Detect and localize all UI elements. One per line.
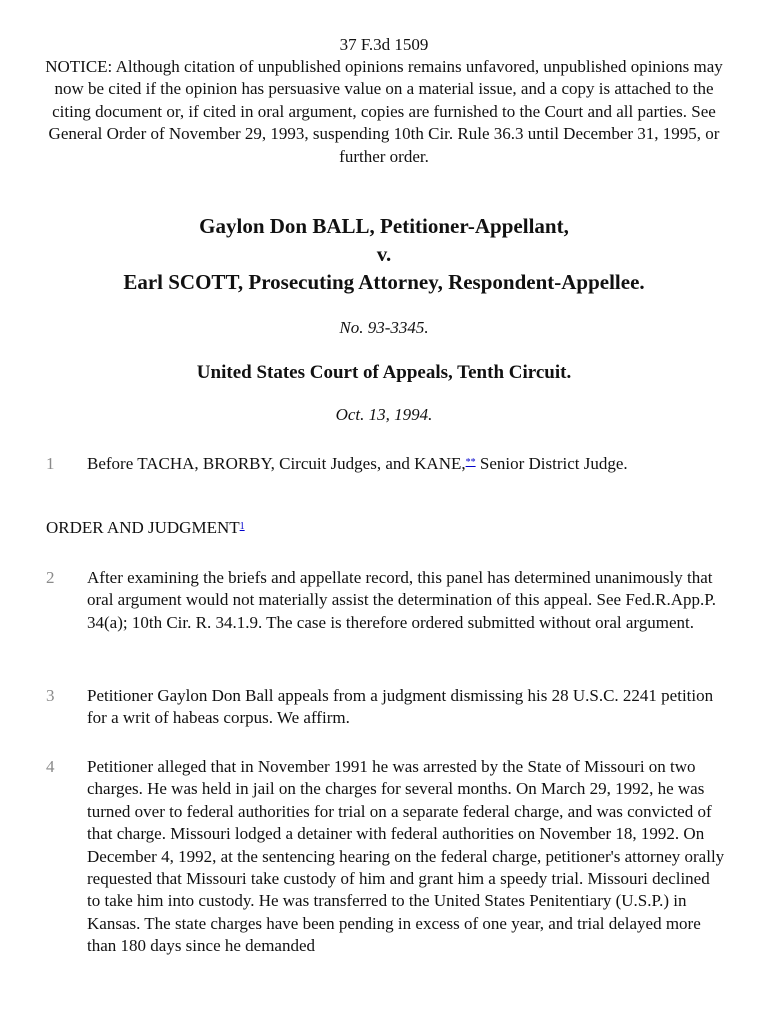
paragraph-number: 1	[46, 454, 55, 473]
paragraph-number: 4	[46, 757, 55, 776]
paragraph-number: 2	[46, 568, 55, 587]
petitioner-line: Gaylon Don BALL, Petitioner-Appellant,	[199, 214, 569, 238]
court-name: United States Court of Appeals, Tenth Circuit.	[196, 362, 572, 383]
footnote-link-1[interactable]: 1	[239, 521, 245, 532]
docket-number: No. 93-3345.	[339, 318, 429, 337]
case-caption	[40, 212, 728, 296]
decision-date: Oct. 13, 1994.	[335, 405, 433, 424]
order-heading-text: ORDER AND JUDGMENT	[46, 518, 240, 537]
respondent-line: Earl SCOTT, Prosecuting Attorney, Respondent-Appellee.	[123, 270, 645, 294]
panel-text-after: Senior District Judge.	[475, 454, 628, 473]
paragraph-text: Petitioner alleged that in November 1991 he was arrested by the State of Missouri on two charges. He was held in jail on the charges for several months. On March 29, 1992, he was turned over to federal authorities for trial on a separate federal charge, and was convicted of that charge. Missouri lodged a detainer with federal authorities on November 18, 1992. On December 4, 1992, at the sentencing hearing on the federal charge, petitioner's attorney orally requested that Missouri take custody of him and grant him a speedy trial. Missouri declined to take him into custody. He was transferred to the United States Penitentiary (U.S.P.) in Kansas. The state charges have been pending in excess of one year, and trial delayed more than 180 days since he demanded	[87, 757, 725, 956]
versus-line: v.	[376, 242, 392, 266]
order-heading	[46, 517, 245, 539]
paragraph-text: After examining the briefs and appellate record, this panel has determined unanimously that oral argument would not materially assist the determination of this appeal. See Fed.R.App.P. 34(a); 10th Cir. R. 34.1.9. The case is therefore ordered submitted without oral argument.	[87, 568, 717, 632]
paragraph-text: Petitioner Gaylon Don Ball appeals from a judgment dismissing his 28 U.S.C. 2241 petition for a writ of habeas corpus. We affirm.	[87, 686, 714, 728]
paragraph-number: 3	[46, 686, 55, 705]
unpublished-notice: NOTICE: Although citation of unpublished opinions remains unfavored, unpublished opinions may now be cited if the opinion has persuasive value on a material issue, and a copy is attached to the citing document or, if cited in oral argument, copies are furnished to the Court and all parties. See General Order of November 29, 1993, suspending 10th Cir. Rule 36.3 until December 31, 1995, or further order.	[45, 57, 723, 166]
panel-text	[87, 453, 727, 475]
case-citation: 37 F.3d 1509	[339, 35, 429, 54]
footnote-link-double-star[interactable]: **	[465, 457, 476, 468]
panel-text-before: Before TACHA, BRORBY, Circuit Judges, and KANE,	[87, 454, 466, 473]
